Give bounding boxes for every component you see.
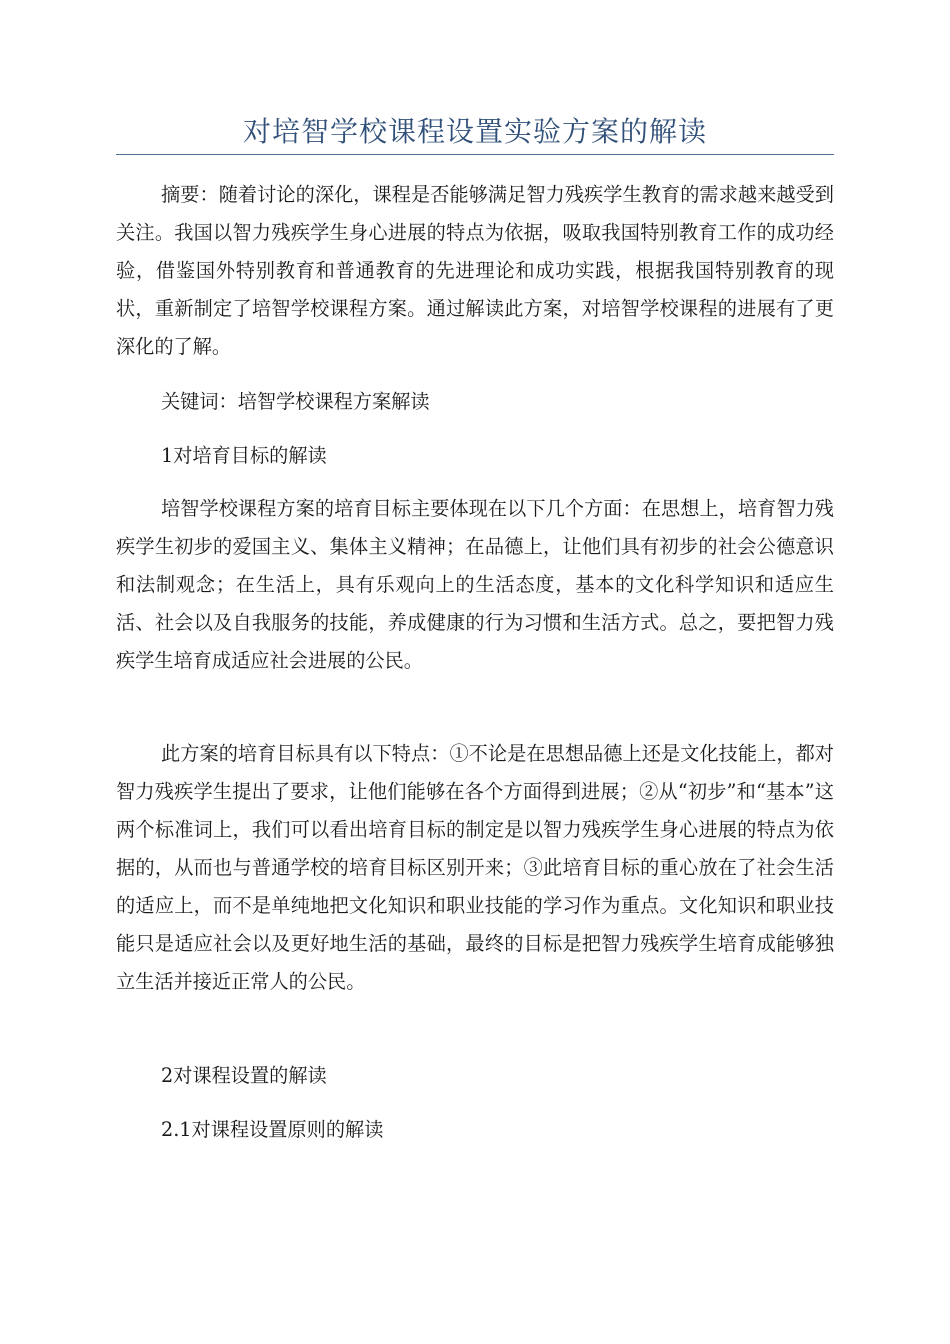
section-2-heading: 2对课程设置的解读 (161, 1064, 327, 1087)
section-2-1-heading: 2.1对课程设置原则的解读 (161, 1118, 384, 1141)
keywords-line: 关键词：培智学校课程方案解读 (161, 390, 430, 413)
abstract-paragraph: 摘要：随着讨论的深化，课程是否能够满足智力残疾学生教育的需求越来越受到关注。我国以智力残疾学生身心进展的特点为依据，吸取我国特别教育工作的成功经验，借鉴国外特别教育和普通教育的先进理论和成功实践，根据我国特别教育的现状，重新制定了培智学校课程方案。通过解读此方案，对培智学校课程的进展有了更深化的了解。 (116, 183, 834, 358)
section-1-heading: 1对培育目标的解读 (161, 444, 327, 467)
section-1-paragraph-2: 此方案的培育目标具有以下特点：①不论是在思想品德上还是文化技能上，都对智力残疾学生提出了要求，让他们能够在各个方面得到进展；②从“初步”和“基本”这两个标准词上，我们可以看出培育目标的制定是以智力残疾学生身心进展的特点为依据的，从而也与普通学校的培育目标区别开来；③此培育目标的重心放在了社会生活的适应上，而不是单纯地把文化知识和职业技能的学习作为重点。文化知识和职业技能只是适应社会以及更好地生活的基础，最终的目标是把智力残疾学生培育成能够独立生活并接近正常人的公民。 (116, 742, 834, 993)
title-underline (116, 154, 834, 155)
section-1-paragraph-1: 培智学校课程方案的培育目标主要体现在以下几个方面：在思想上，培育智力残疾学生初步的爱国主义、集体主义精神；在品德上，让他们具有初步的社会公德意识和法制观念；在生活上，具有乐观向上的生活态度，基本的文化科学知识和适应生活、社会以及自我服务的技能，养成健康的行为习惯和生活方式。总之，要把智力残疾学生培育成适应社会进展的公民。 (116, 497, 834, 672)
document-title: 对培智学校课程设置实验方案的解读 (242, 115, 707, 148)
